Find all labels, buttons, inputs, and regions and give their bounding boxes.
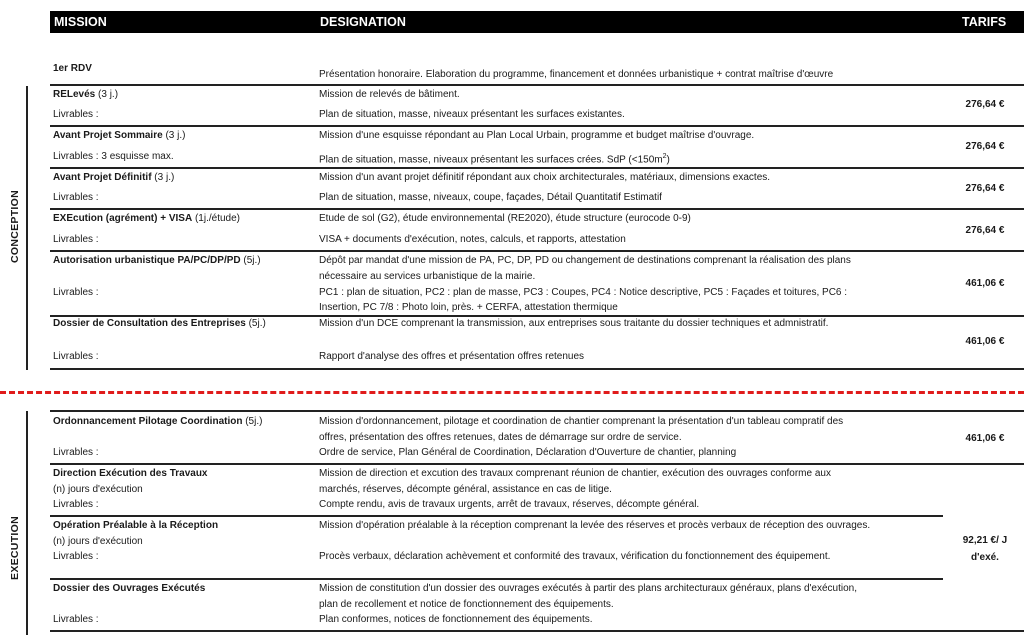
designation-line: Mission d'un avant projet définitif répondant aux choix architecturales, matériaux, dimensions exactes. — [319, 172, 771, 183]
designation-line: Mission d'opération préalable à la réception comprenant la levée des réserves et procès verbaux de réception des ouvrages. — [319, 520, 871, 531]
livrables-label: Livrables : — [53, 499, 99, 510]
designation-line: Dépôt par mandat d'une mission de PA, PC, DP, PD ou changement de destinations comprenant la réalisation des plans — [319, 255, 851, 266]
designation-line: Mission d'un DCE comprenant la transmission, aux entreprises sous traitante du dossier techniques et admnistratif. — [319, 318, 829, 329]
livrables-label: Livrables : — [53, 551, 99, 562]
designation-line: Insertion, PC 7/8 : Photo loin, près. + CERFA, attestation thermique — [319, 302, 618, 313]
table-header — [50, 11, 1024, 33]
mission-name: Avant Projet Définitif (3 j.) — [53, 172, 175, 183]
divider — [50, 368, 1024, 370]
livrables-label: Livrables : — [53, 447, 99, 458]
divider — [50, 167, 1024, 169]
mission-name: Dossier de Consultation des Entreprises (5j.) — [53, 318, 266, 329]
designation-line: Compte rendu, avis de travaux urgents, arrêt de travaux, réserves, décompte général. — [319, 499, 700, 510]
designation-line: Etude de sol (G2), étude environnemental (RE2020), étude structure (eurocode 0-9) — [319, 213, 691, 224]
price: 276,64 € — [965, 225, 1005, 236]
designation-line: Mission d'une esquisse répondant au Plan Local Urbain, programme et budget maîtrise d'ouvrage. — [319, 130, 755, 141]
designation-line: offres, présentation des offres retenues, dates de démarrage sur ordre de service. — [319, 432, 682, 443]
price: 276,64 € — [965, 99, 1005, 110]
section-label-execution: EXECUTION — [9, 516, 21, 580]
designation-line: Plan de situation, masse, niveaux présentant les surfaces existantes. — [319, 109, 625, 120]
rdv-title: 1er RDV — [53, 63, 92, 74]
mission-name: RELevés (3 j.) — [53, 89, 119, 100]
livrables-label: Livrables : — [53, 234, 99, 245]
header-tarifs: TARIFS — [962, 15, 1007, 29]
price: 276,64 € — [965, 183, 1005, 194]
mission-subtitle: (n) jours d'exécution — [53, 484, 143, 495]
price: 461,06 € — [965, 336, 1005, 347]
rdv-designation: Présentation honoraire. Elaboration du programme, financement et données urbanistique + contrat maîtrise d'œuvre — [319, 69, 834, 80]
divider — [50, 84, 1024, 86]
designation-line: Plan de situation, masse, niveaux, coupe, façades, Détail Quantitatif Estimatif — [319, 192, 662, 203]
mission-name: Dossier des Ouvrages Exécutés — [53, 583, 206, 594]
designation-line: nécessaire au services urbanistique de la mairie. — [319, 271, 536, 282]
divider — [50, 125, 1024, 127]
execution-bracket-line — [26, 411, 28, 635]
livrables-label: Livrables : — [53, 351, 99, 362]
divider — [50, 630, 1024, 632]
mission-name: Opération Préalable à la Réception — [53, 520, 219, 531]
divider — [50, 250, 1024, 252]
designation-line: Mission de direction et excution des travaux comprenant réunion de chantier, exécution des ouvrages conforme aux — [319, 468, 831, 479]
price-per-day: 92,21 €/ J — [962, 535, 1008, 546]
section-label-conception: CONCEPTION — [9, 189, 21, 263]
section-separator — [0, 391, 1024, 394]
livrables-label: Livrables : — [53, 287, 99, 298]
price: 461,06 € — [965, 433, 1005, 444]
mission-name: Avant Projet Sommaire (3 j.) — [53, 130, 186, 141]
livrables-label: Livrables : — [53, 109, 99, 120]
designation-line: Mission de relevés de bâtiment. — [319, 89, 460, 100]
designation-line: marchés, réserves, décompte général, assistance en cas de litige. — [319, 484, 612, 495]
divider — [50, 208, 1024, 210]
designation-line: Mission de constitution d'un dossier des ouvrages exécutés à partir des plans architecturaux généraux, plans d'exécution, — [319, 583, 858, 594]
designation-line: plan de recollement et notice de fonctionnement des équipements. — [319, 599, 614, 610]
mission-subtitle: (n) jours d'exécution — [53, 536, 143, 547]
designation-line: PC1 : plan de situation, PC2 : plan de masse, PC3 : Coupes, PC4 : Notice descriptive, PC5 : Façades et toitures, PC6 : — [319, 287, 848, 298]
header-designation: DESIGNATION — [320, 15, 406, 29]
designation-line: Plan de situation, masse, niveaux présentant les surfaces crées. SdP $(<150m^2)$ — [319, 153, 670, 166]
divider — [50, 578, 943, 580]
price-per-day-unit: d'exé. — [971, 552, 999, 563]
divider — [50, 515, 943, 517]
livrables-label: Livrables : — [53, 614, 99, 625]
mission-name: EXEcution (agrément) + VISA (1j./étude) — [53, 213, 241, 224]
price: 276,64 € — [965, 141, 1005, 152]
divider — [50, 463, 1024, 465]
header-mission: MISSION — [54, 15, 107, 29]
designation-line: Mission d'ordonnancement, pilotage et coordination de chantier comprenant la présentation d'un tableau compratif des — [319, 416, 844, 427]
livrables-label: Livrables : — [53, 192, 99, 203]
designation-line: Rapport d'analyse des offres et présentation offres retenues — [319, 351, 585, 362]
price: 461,06 € — [965, 278, 1005, 289]
livrables-label: Livrables : 3 esquisse max. — [53, 151, 174, 162]
designation-line: Procès verbaux, déclaration achèvement et conformité des travaux, vérification du fonctionnement des équipement. — [319, 551, 831, 562]
designation-line: Plan conformes, notices de fonctionnement des équipements. — [319, 614, 593, 625]
conception-bracket-line — [26, 86, 28, 370]
mission-name: Direction Exécution des Travaux — [53, 468, 208, 479]
mission-name: Autorisation urbanistique PA/PC/DP/PD (5j.) — [53, 255, 261, 266]
designation-line: VISA + documents d'exécution, notes, calculs, et rapports, attestation — [319, 234, 626, 245]
mission-name: Ordonnancement Pilotage Coordination (5j.) — [53, 416, 263, 427]
divider — [50, 315, 1024, 317]
divider — [50, 410, 1024, 412]
designation-line: Ordre de service, Plan Général de Coordination, Déclaration d'Ouverture de chantier, planning — [319, 447, 737, 458]
